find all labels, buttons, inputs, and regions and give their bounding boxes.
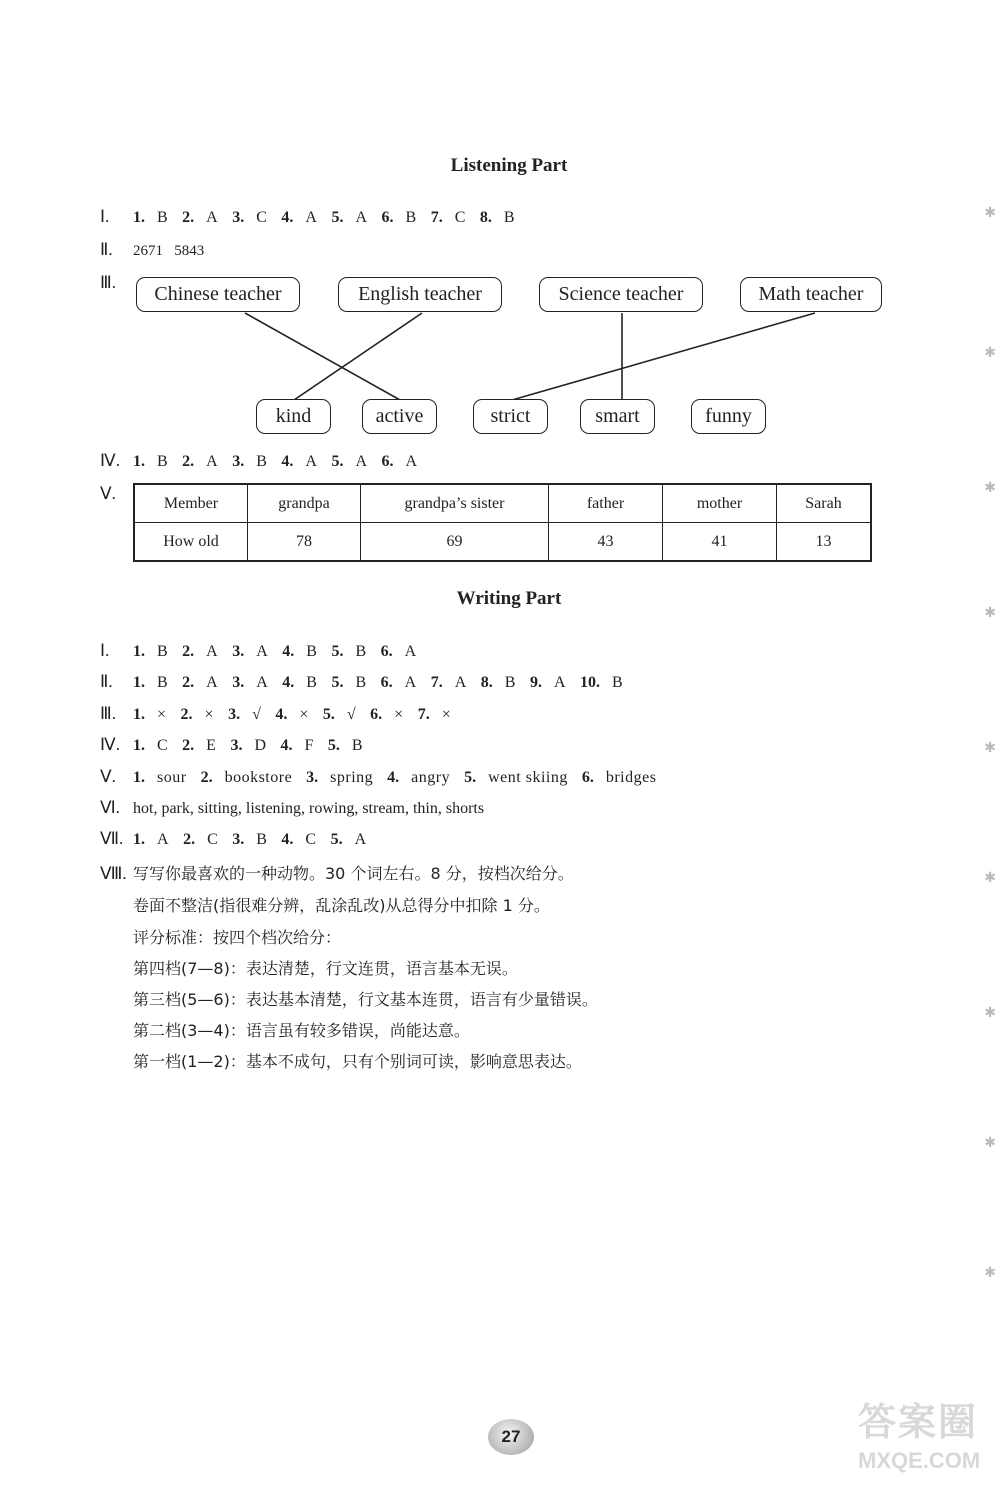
writing-task-line: 写写你最喜欢的一种动物。30 个词左右。8 分，按档次给分。 bbox=[133, 864, 574, 883]
writing-section-2 bbox=[100, 672, 637, 692]
answer-number: 6. bbox=[381, 453, 394, 470]
answer-value: √ bbox=[346, 706, 357, 723]
answer-number: 1. bbox=[133, 737, 145, 754]
table-cell: grandpa bbox=[248, 484, 361, 523]
teacher-box-math: Math teacher bbox=[740, 277, 882, 312]
answer-number: 1. bbox=[133, 706, 145, 723]
match-line-chinese-active bbox=[245, 313, 400, 400]
answer-value: C bbox=[305, 831, 317, 848]
answer-number: 3. bbox=[232, 831, 245, 848]
answer-item bbox=[232, 643, 268, 661]
answer-item bbox=[481, 674, 516, 692]
answer-item bbox=[201, 769, 293, 787]
answer-number: 1. bbox=[133, 769, 145, 786]
answer-item bbox=[182, 674, 218, 692]
answer-value: C bbox=[256, 209, 268, 226]
answer-value: sour bbox=[157, 769, 187, 786]
section-label: Ⅳ. bbox=[100, 451, 120, 470]
answer-item bbox=[370, 706, 404, 724]
answer-list bbox=[133, 831, 381, 849]
answer-number: 8. bbox=[480, 674, 493, 691]
listening-section-5 bbox=[100, 484, 133, 504]
answer-value: A bbox=[355, 453, 368, 470]
answer-value: B bbox=[306, 643, 318, 660]
answer-item bbox=[381, 674, 417, 692]
answer-number: 1. bbox=[133, 831, 145, 848]
answer-number: 4. bbox=[275, 706, 288, 723]
table-cell: 69 bbox=[361, 523, 549, 562]
scoring-line: 第二档(3—4)：语言虽有较多错误，尚能达意。 bbox=[133, 1021, 470, 1040]
answer-item bbox=[133, 706, 167, 724]
answer-value: A bbox=[256, 674, 269, 691]
trait-box-smart: smart bbox=[580, 399, 655, 434]
answer-value: B bbox=[612, 674, 624, 691]
answer-item bbox=[228, 706, 261, 724]
watermark-logo bbox=[858, 1400, 998, 1491]
answer-list bbox=[133, 643, 431, 661]
table-cell: Sarah bbox=[777, 484, 872, 523]
answer-item bbox=[530, 674, 566, 692]
answer-number: 6. bbox=[380, 674, 393, 691]
answer-value: √ bbox=[252, 706, 262, 723]
answer-value: B bbox=[157, 209, 169, 226]
teacher-box-chinese: Chinese teacher bbox=[136, 277, 300, 312]
answer-number: 4. bbox=[281, 453, 294, 470]
section-label: Ⅴ. bbox=[100, 484, 116, 503]
answer-value: spring bbox=[330, 769, 374, 786]
answer-item bbox=[582, 769, 657, 787]
trait-box-funny: funny bbox=[691, 399, 766, 434]
scoring-line: 卷面不整洁(指很难分辨，乱涂乱改)从总得分中扣除 1 分。 bbox=[133, 896, 550, 915]
answer-value: B bbox=[256, 453, 268, 470]
answer-list bbox=[133, 453, 432, 471]
answer-item bbox=[382, 453, 418, 471]
answer-item bbox=[464, 769, 568, 787]
answer-number: 2. bbox=[182, 209, 195, 226]
answer-number: 3. bbox=[232, 643, 245, 660]
answer-value: × bbox=[299, 706, 309, 723]
answer-value: A bbox=[206, 209, 219, 226]
answer-value: A bbox=[206, 453, 219, 470]
answer-item bbox=[387, 769, 450, 787]
answer-number: 2. bbox=[182, 737, 195, 754]
answer-item bbox=[331, 674, 366, 692]
answer-number: 4. bbox=[387, 769, 400, 786]
answer-value: F bbox=[304, 737, 314, 754]
match-line-math-strict bbox=[512, 313, 815, 400]
scoring-line: 第四档(7—8)：表达清楚，行文连贯，语言基本无误。 bbox=[133, 959, 518, 978]
answer-value: B bbox=[157, 453, 169, 470]
answer-item bbox=[133, 674, 168, 692]
table-cell: How old bbox=[134, 523, 248, 562]
answer-number: 4. bbox=[281, 209, 294, 226]
answer-item bbox=[282, 674, 317, 692]
answer-number: 4. bbox=[282, 674, 295, 691]
answer-number: 1. bbox=[133, 643, 145, 660]
answer-value: A bbox=[355, 209, 368, 226]
answer-list bbox=[133, 769, 670, 787]
answer-item bbox=[182, 453, 218, 471]
answer-value: B bbox=[306, 674, 318, 691]
answer-value: C bbox=[207, 831, 219, 848]
writing-section-7 bbox=[100, 829, 381, 849]
watermark-url: MXQE.COM bbox=[858, 1448, 981, 1473]
watermark-text: 答案圈 bbox=[858, 1402, 979, 1444]
section-label: Ⅳ. bbox=[100, 735, 120, 754]
answer-number: 5. bbox=[464, 769, 477, 786]
answer-value: B bbox=[256, 831, 268, 848]
binding-mark-icon: ✱ bbox=[984, 480, 996, 496]
answer-value: A bbox=[157, 831, 170, 848]
answer-item bbox=[232, 453, 267, 471]
answer-item bbox=[275, 706, 309, 724]
answer-number: 8. bbox=[479, 209, 492, 226]
section-label: Ⅰ. bbox=[100, 207, 110, 226]
answer-item bbox=[133, 831, 169, 849]
answer-item bbox=[182, 643, 218, 661]
answer-value: D bbox=[254, 737, 267, 754]
answer-number: 3. bbox=[232, 453, 245, 470]
binding-mark-icon: ✱ bbox=[984, 1005, 996, 1021]
answer-number: 3. bbox=[232, 209, 245, 226]
answer-number: 3. bbox=[228, 706, 241, 723]
answer-item bbox=[232, 674, 268, 692]
table-cell: grandpa’s sister bbox=[361, 484, 549, 523]
binding-mark-icon: ✱ bbox=[984, 870, 996, 886]
section-label: Ⅱ. bbox=[100, 672, 113, 691]
answer-item bbox=[418, 706, 452, 724]
answer-value: B bbox=[157, 674, 169, 691]
table-row bbox=[134, 484, 871, 523]
binding-mark-icon: ✱ bbox=[984, 205, 996, 221]
writing-title: Writing Part bbox=[456, 588, 562, 609]
answer-number: 6. bbox=[581, 769, 594, 786]
section-label: Ⅲ. bbox=[100, 273, 116, 292]
teacher-box-science: Science teacher bbox=[539, 277, 703, 312]
answer-item bbox=[281, 737, 314, 755]
table-cell: 41 bbox=[663, 523, 777, 562]
answer-number: 1. bbox=[133, 209, 145, 226]
answer-number: 6. bbox=[370, 706, 383, 723]
answer-item bbox=[431, 674, 467, 692]
section-label: Ⅶ. bbox=[100, 829, 124, 848]
answer-value: bridges bbox=[605, 769, 657, 786]
answer-number: 2. bbox=[180, 706, 193, 723]
answer-number: 2. bbox=[183, 831, 196, 848]
answer-list bbox=[133, 674, 637, 692]
scoring-line: 第一档(1—2)：基本不成句，只有个别词可读，影响意思表达。 bbox=[133, 1052, 582, 1071]
answer-number: 5. bbox=[322, 706, 335, 723]
section-label: Ⅱ. bbox=[100, 240, 113, 259]
word-list: hot, park, sitting, listening, rowing, stream, thin, shorts bbox=[133, 800, 485, 817]
table-cell: 43 bbox=[549, 523, 663, 562]
listening-section-4 bbox=[100, 451, 432, 471]
answer-value: went skiing bbox=[488, 769, 568, 786]
answer-item bbox=[328, 737, 363, 755]
teacher-box-english: English teacher bbox=[338, 277, 502, 312]
answer-item bbox=[331, 453, 367, 471]
answer-value: B bbox=[157, 643, 169, 660]
table-cell: father bbox=[549, 484, 663, 523]
answer-value: angry bbox=[411, 769, 451, 786]
listening-title: Listening Part bbox=[450, 155, 568, 176]
binding-mark-icon: ✱ bbox=[984, 605, 996, 621]
table-cell: 78 bbox=[248, 523, 361, 562]
writing-section-1 bbox=[100, 641, 431, 661]
answer-number: 5. bbox=[331, 453, 344, 470]
answer-value: × bbox=[204, 706, 215, 723]
answer-value: A bbox=[206, 643, 219, 660]
answer-item bbox=[331, 831, 367, 849]
answer-value: A bbox=[454, 674, 467, 691]
answer-item bbox=[232, 831, 267, 849]
table-cell: 13 bbox=[777, 523, 872, 562]
answer-value: B bbox=[355, 643, 367, 660]
section-label: Ⅰ. bbox=[100, 641, 110, 660]
answer-value: A bbox=[256, 643, 269, 660]
answer-item bbox=[133, 453, 168, 471]
answer-number: 1. bbox=[133, 674, 145, 691]
answer-item bbox=[281, 453, 317, 471]
answer-number: 6. bbox=[381, 209, 394, 226]
trait-box-active: active bbox=[362, 399, 437, 434]
answer-number: 5. bbox=[331, 209, 344, 226]
answer-value: × bbox=[157, 706, 167, 723]
section-label: Ⅵ. bbox=[100, 798, 120, 817]
answer-value: B bbox=[405, 209, 417, 226]
answer-list bbox=[133, 737, 377, 755]
answer-number: 3. bbox=[306, 769, 319, 786]
answer-item bbox=[282, 643, 317, 661]
answer-number: 5. bbox=[331, 674, 344, 691]
scoring-line: 评分标准：按四个档次给分： bbox=[133, 928, 342, 947]
family-age-table bbox=[133, 483, 872, 562]
answer-number: 2. bbox=[200, 769, 213, 786]
answer-value: A bbox=[553, 674, 566, 691]
table-cell: Member bbox=[134, 484, 248, 523]
match-line-english-kind bbox=[294, 313, 422, 400]
answer-item bbox=[323, 706, 356, 724]
writing-section-5 bbox=[100, 767, 670, 787]
binding-mark-icon: ✱ bbox=[984, 740, 996, 756]
answer-number: 2. bbox=[182, 643, 195, 660]
answer-item bbox=[182, 737, 216, 755]
answer-value: A bbox=[354, 831, 367, 848]
answer-item bbox=[133, 643, 168, 661]
answer-value: B bbox=[503, 209, 516, 226]
answer-value: A bbox=[404, 643, 417, 660]
answer-item bbox=[230, 737, 266, 755]
answer-number: 3. bbox=[232, 674, 245, 691]
writing-section-3 bbox=[100, 704, 465, 724]
answer-item bbox=[181, 706, 215, 724]
answer-number: 3. bbox=[230, 737, 243, 754]
answer-number: 5. bbox=[331, 643, 344, 660]
section-label: Ⅲ. bbox=[100, 704, 116, 723]
phone-numbers: 2671 5843 bbox=[133, 243, 205, 259]
answer-value: C bbox=[454, 209, 466, 226]
answer-item bbox=[281, 831, 316, 849]
answer-item bbox=[306, 769, 373, 787]
writing-section-6 bbox=[100, 798, 484, 818]
answer-number: 1. bbox=[133, 453, 145, 470]
trait-box-strict: strict bbox=[473, 399, 548, 434]
answer-number: 4. bbox=[281, 831, 294, 848]
writing-section-8 bbox=[100, 861, 574, 884]
answer-number: 7. bbox=[430, 674, 443, 691]
answer-item bbox=[183, 831, 218, 849]
answer-value: A bbox=[305, 453, 318, 470]
answer-value: A bbox=[206, 674, 219, 691]
trait-box-kind: kind bbox=[256, 399, 331, 434]
answer-number: 2. bbox=[182, 674, 195, 691]
answer-item bbox=[331, 643, 366, 661]
answer-number: 7. bbox=[417, 706, 430, 723]
table-cell: mother bbox=[663, 484, 777, 523]
writing-section-4 bbox=[100, 735, 377, 755]
binding-mark-icon: ✱ bbox=[984, 345, 996, 361]
answer-number: 6. bbox=[380, 643, 393, 660]
answer-number: 4. bbox=[280, 737, 293, 754]
answer-number: 5. bbox=[330, 831, 343, 848]
section-label: Ⅴ. bbox=[100, 767, 116, 786]
answer-value: B bbox=[504, 674, 516, 691]
answer-value: × bbox=[394, 706, 404, 723]
answer-number: 9. bbox=[529, 674, 542, 691]
scoring-line: 第三档(5—6)：表达基本清楚，行文基本连贯，语言有少量错误。 bbox=[133, 990, 598, 1009]
binding-mark-icon: ✱ bbox=[984, 1265, 996, 1281]
answer-number: 10. bbox=[580, 674, 600, 691]
answer-list bbox=[133, 706, 465, 724]
answer-item bbox=[133, 769, 187, 787]
answer-value: A bbox=[404, 674, 417, 691]
answer-item bbox=[133, 737, 168, 755]
answer-number: 2. bbox=[182, 453, 195, 470]
answer-value: E bbox=[206, 737, 217, 754]
page-number: 27 bbox=[488, 1419, 534, 1455]
table-row bbox=[134, 523, 871, 562]
answer-value: bookstore bbox=[224, 769, 293, 786]
matching-lines bbox=[0, 0, 1000, 460]
binding-mark-icon: ✱ bbox=[984, 1135, 996, 1151]
answer-item bbox=[381, 643, 417, 661]
answer-value: A bbox=[405, 453, 418, 470]
answer-item bbox=[580, 674, 623, 692]
answer-value: B bbox=[351, 737, 364, 754]
answer-value: × bbox=[441, 706, 452, 723]
answer-value: C bbox=[157, 737, 169, 754]
section-label: Ⅷ. bbox=[100, 864, 127, 883]
answer-value: A bbox=[305, 209, 318, 226]
answer-value: B bbox=[355, 674, 367, 691]
answer-number: 5. bbox=[327, 737, 340, 754]
answer-number: 4. bbox=[282, 643, 295, 660]
answer-number: 7. bbox=[430, 209, 443, 226]
